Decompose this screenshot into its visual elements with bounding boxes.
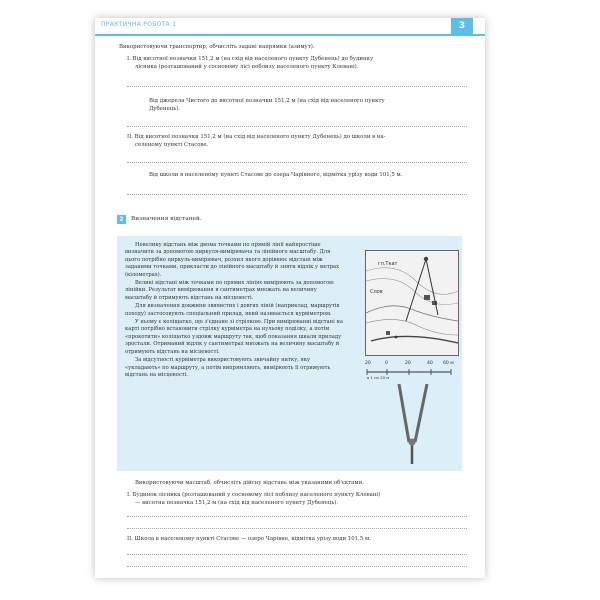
page-number: 3 bbox=[451, 18, 473, 34]
linear-scale bbox=[365, 363, 457, 381]
workbook-page bbox=[95, 18, 485, 578]
answer-line[interactable] bbox=[127, 566, 467, 567]
topographic-map-illustration bbox=[365, 250, 459, 356]
info-paragraph: Для визначення довжини звивистих і довгих ліній (наприклад, маршрутів походу) застосовують спеціальний прилад, який називається курвіметром. bbox=[125, 303, 340, 317]
scale-tick-label: 20 bbox=[365, 361, 371, 366]
task2-item2: II. Школа в населеному пункті Стасове — озеро Чарівне, відмітка урізу води 101,5 м. bbox=[127, 536, 371, 542]
answer-line[interactable] bbox=[127, 554, 467, 555]
task1-item1-line2: лісника (розташований у сосновому лісі поблизу населеного пункту Клевані). bbox=[135, 64, 359, 70]
answer-line[interactable] bbox=[127, 528, 467, 529]
task1-item1b-line1: Від джерела Чистого до висотної позначки 151,2 м (на схід від населеного пункту bbox=[149, 98, 385, 104]
task1-item2-line1: II. Від висотної позначки 151,2 м (на схід від населеного пункту Дубенець) до школи в на- bbox=[127, 134, 386, 140]
info-paragraph: У ньому є коліщатко, що з'єднане зі стрілкою. При вимірюванні відстані на карті потрібно встановити стрілку курвіметра на нульову поділку, а потім «прокотити» коліщатко уздовж маршруту так, щоб показання шкали приладу зростали. Отриманий відлік у сантиметрах множать на величину масштабу й отримують відстань на місцевості. bbox=[125, 319, 343, 355]
info-box bbox=[117, 236, 462, 471]
task2-item1-line1: I. Будинок лісника (розташований у сосновому лісі поблизу населеного пункту Клевані) bbox=[127, 492, 381, 498]
task2-intro: Використовуючи масштаб, обчисліть дійсну відстань між указаними об'єктами. bbox=[135, 480, 364, 486]
map-label-top: гл.Ткат bbox=[378, 261, 398, 267]
answer-line[interactable] bbox=[127, 516, 467, 517]
task1-item2-line2: селеному пункті Стасове. bbox=[135, 142, 209, 148]
map-label-left: Слов bbox=[370, 289, 383, 295]
page-header bbox=[95, 18, 485, 36]
task1-item1-line1: I. Від висотної позначки 151,2 м (на схід від населеного пункту Дубенець) до будинку bbox=[127, 56, 374, 62]
scale-tick-label: 0 bbox=[385, 361, 388, 366]
scale-caption: в 1 см 20 м bbox=[367, 375, 390, 380]
task1-item1b-line2: Дубенець). bbox=[149, 106, 180, 112]
dividers-compass-icon bbox=[379, 384, 449, 466]
info-paragraph: Великі відстані між точками по прямих лініях вимірюють за допомогою лінійки. Результат вимірювання в сантиметрах множать на величину масштабу й отримують відстань на місцевості. bbox=[125, 280, 334, 301]
answer-line[interactable] bbox=[127, 162, 467, 163]
scale-tick-label: 40 bbox=[427, 361, 433, 366]
task1-item2b: Від школи в населеному пункті Стасове до озера Чарівного, відмітка урізу води 101,5 м. bbox=[149, 172, 403, 178]
task2-item1-line2: — висотна позначка 151,2 м (на схід від населеного пункту Дубенець). bbox=[135, 500, 339, 506]
info-paragraph: За відсутності курвіметра використовують звичайну нитку, яку «укладають» по маршруту, а потім випрямляють, вимірюють її отримують відстань на місцевості. bbox=[125, 357, 331, 378]
scale-tick-label: 60 м bbox=[443, 361, 454, 366]
scale-tick-label: 20 bbox=[405, 361, 411, 366]
info-text bbox=[125, 242, 343, 380]
answer-line[interactable] bbox=[127, 194, 467, 195]
section-badge: 2 bbox=[117, 215, 126, 224]
answer-line[interactable] bbox=[127, 86, 467, 87]
header-title: ПРАКТИЧНА РОБОТА 1 bbox=[101, 21, 177, 28]
info-paragraph: Невелику відстань між двома точками по прямій лінії найпростіше визначити за допомогою циркуля-вимірювача та лінійного масштабу. Для цього потрібно циркуль-вимірювач, розхил якого дорівнює відстані між заданими точками, прикласти до лінійного масштабу й зняти відлік у метрах (кілометрах). bbox=[125, 242, 340, 278]
task1-intro: Використовуючи транспортир, обчисліть задані напрямки (азимут). bbox=[119, 44, 315, 50]
section-title: Визначення відстаней. bbox=[131, 216, 202, 222]
answer-line[interactable] bbox=[127, 126, 467, 127]
